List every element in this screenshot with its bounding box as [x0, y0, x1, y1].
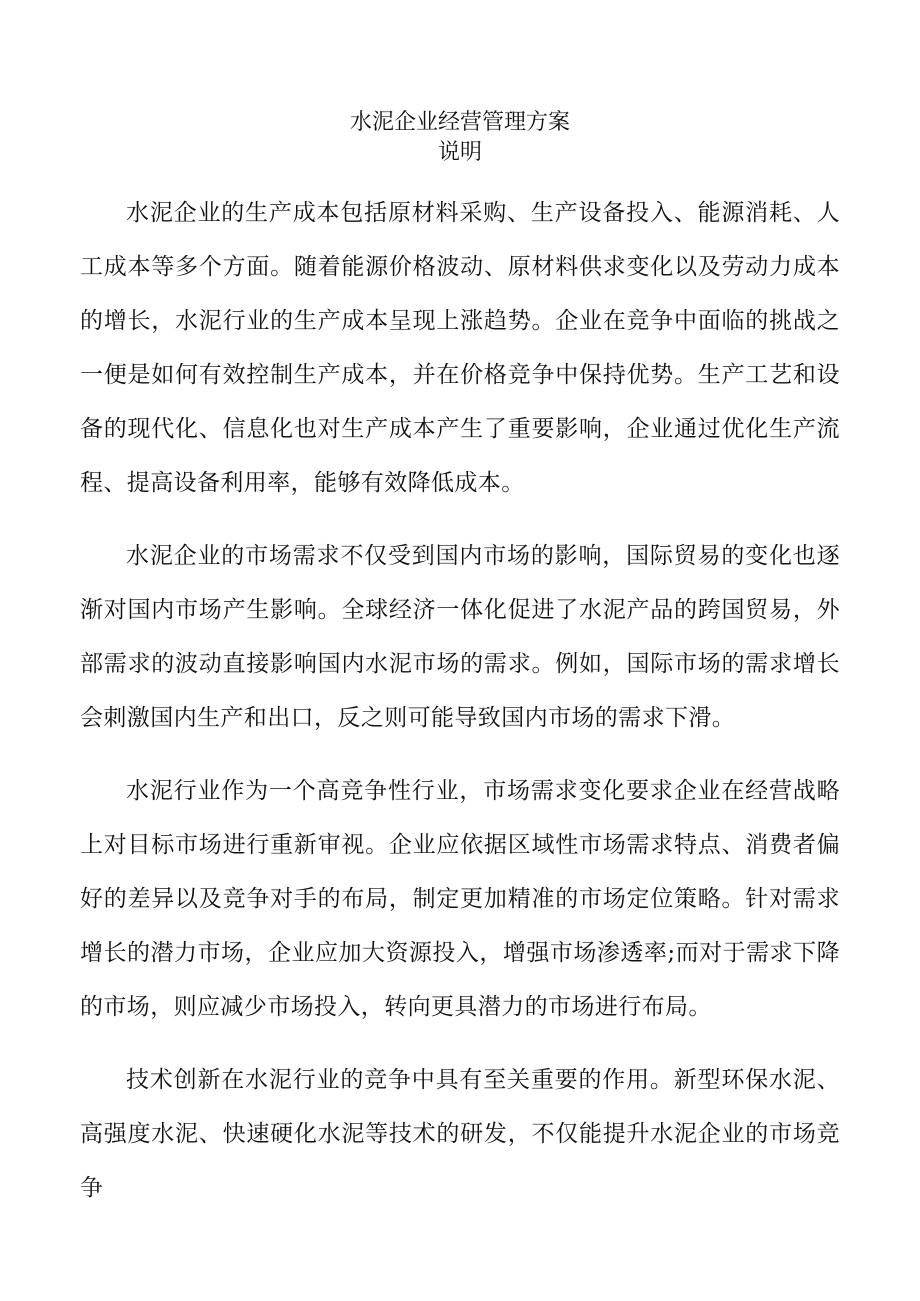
document-subtitle: 说明 — [437, 140, 482, 165]
paragraph-1: 水泥企业的生产成本包括原材料采购、生产设备投入、能源消耗、人工成本等多个方面。随着能源价格波动、原材料供求变化以及劳动力成本的增长，水泥行业的生产成本呈现上涨趋势。企业在竞争中面临的挑战之一便是如何有效控制生产成本，并在价格竞争中保持优势。生产工艺和设备的现代化、信息化也对生产成本产生了重要影响，企业通过优化生产流程、提高设备利用率，能够有效降低成本。 — [80, 200, 840, 496]
paragraph-3: 水泥行业作为一个高竞争性行业，市场需求变化要求企业在经营战略上对目标市场进行重新审视。企业应依据区域性市场需求特点、消费者偏好的差异以及竞争对手的布局，制定更加精准的市场定位策略。针对需求增长的潜力市场，企业应加大资源投入，增强市场渗透率;而对于需求下降的市场，则应减少市场投入，转向更具潜力的市场进行布局。 — [80, 778, 840, 1020]
paragraph-2: 水泥企业的市场需求不仅受到国内市场的影响，国际贸易的变化也逐渐对国内市场产生影响。全球经济一体化促进了水泥产品的跨国贸易，外部需求的波动直接影响国内水泥市场的需求。例如，国际市场的需求增长会刺激国内生产和出口，反之则可能导致国内市场的需求下滑。 — [80, 543, 840, 731]
document-title: 水泥企业经营管理方案 — [349, 110, 570, 135]
paragraph-4: 技术创新在水泥行业的竞争中具有至关重要的作用。新型环保水泥、高强度水泥、快速硬化水泥等技术的研发，不仅能提升水泥企业的市场竞争 — [80, 1067, 840, 1201]
document-body — [80, 186, 840, 1234]
